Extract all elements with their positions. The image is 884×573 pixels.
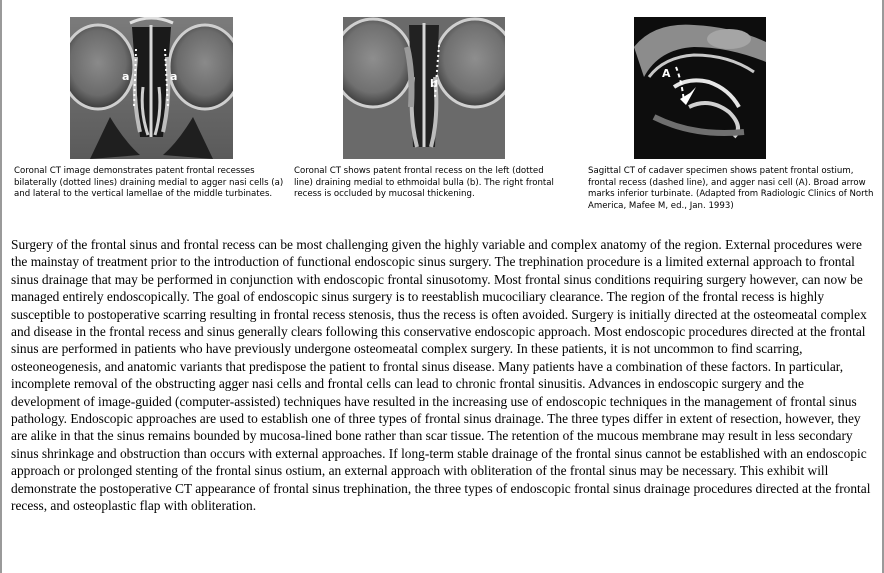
coronal-ct-image-icon (70, 17, 233, 159)
figure-1-image (70, 17, 233, 159)
figure-3-image (634, 17, 766, 159)
figure-3-caption: Sagittal CT of cadaver specimen shows patent frontal ostium, frontal recess (dashed line), and agger nasi cell (A). Broad arrow marks inferior turbinate. (Adapted from Radiologic Clinics of North America, Mafee M, ed., Jan. 1993) (588, 166, 874, 211)
coronal-ct-image-icon (343, 17, 505, 159)
sagittal-ct-image-icon (634, 17, 766, 159)
body-paragraph: Surgery of the frontal sinus and frontal recess can be most challenging given the highly variable and complex anatomy of the region. External procedures were the mainstay of treatment prior to the introduction of functional endoscopic sinus surgery. The trephination procedure is a limited external approach to frontal sinus drainage that may be performed in conjunction with endoscopic frontal sinusotomy. Most frontal sinus conditions requiring surgery however, can now be managed entirely endoscopically. The goal of endoscopic sinus surgery is to reestablish mucociliary clearance. The region of the frontal recess is highly susceptible to postoperative scarring resulting in frontal recess stenosis, thus the recess is often avoided. Surgery is initially directed at the osteomeatal complex and disease in the frontal recess and sinus generally clears following this conservative endoscopic approach. Most endoscopic procedures directed at the frontal sinus are performed in patients who have previously undergone osteomeatal complex surgery. In these patients, it is not uncommon to find scarring, osteoneogenesis, and anatomic variants that predispose the patient to frontal sinus disease. Many patients have a combination of these factors. In particular, incomplete removal of the obstructing agger nasi cells and frontal cells can lead to chronic frontal sinusitis. Advances in endoscopic surgery and the development of image-guided (computer-assisted) techniques have resulted in the increasing use of endoscopic techniques in the management of frontal sinus pathology. Endoscopic approaches are used to establish one of three types of frontal sinus drainage. The three types differ in extent of resection, however, they are alike in that the sinus remains bounded by mucosa-lined bone rather than scar tissue. The retention of the mucous membrane may result in less secondary sinus shrinkage and obstruction than occurs with external approaches. If long-term stable drainage of the frontal sinus cannot be established with an endoscopic approach or prolonged stenting of the frontal sinus ostium, an external approach with obliteration of the frontal sinus may be necessary. This exhibit will demonstrate the postoperative CT appearance of frontal sinus trephination, the three types of endoscopic frontal sinus drainage procedures directed at the frontal recess, and osteoplastic flap with obliteration. (11, 237, 871, 514)
left-border (0, 0, 2, 573)
figure-2-image (343, 17, 505, 159)
figure-1-label-a-right: a (170, 70, 178, 83)
figure-2-label-b: b (430, 77, 438, 90)
figure-1-label-a-left: a (122, 70, 130, 83)
figure-1-caption: Coronal CT image demonstrates patent frontal recesses bilaterally (dotted lines) draining medial to agger nasi cells (a) and lateral to the vertical lamellae of the middle turbinates. (14, 166, 284, 199)
figure-3-label-A: A (662, 67, 671, 80)
figure-2-caption: Coronal CT shows patent frontal recess on the left (dotted line) draining medial to ethmoidal bulla (b). The right frontal recess is occluded by mucosal thickening. (294, 166, 554, 199)
